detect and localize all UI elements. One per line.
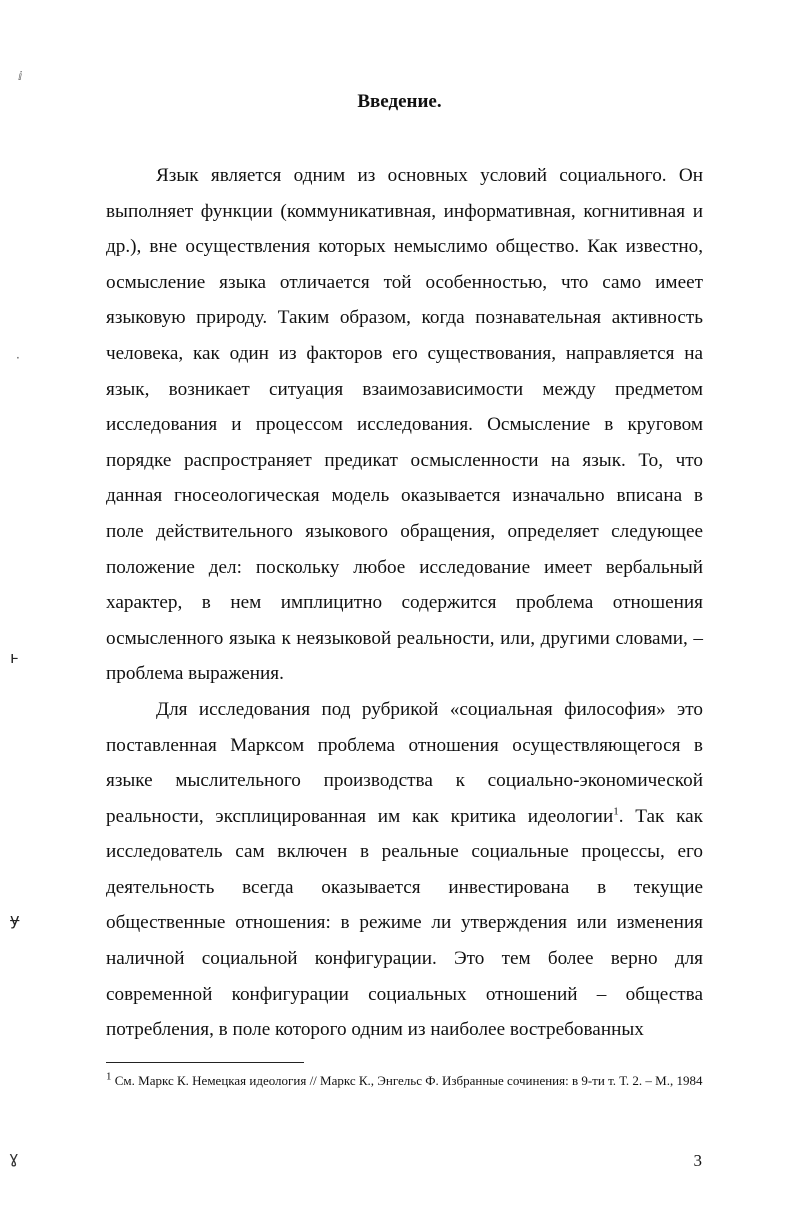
footnote-number: 1	[106, 1070, 112, 1083]
scan-mark-3: ⱶ	[10, 648, 20, 667]
scan-mark-1: ⅈ	[18, 69, 23, 83]
page-title: Введение.	[357, 91, 442, 112]
footnote-reference: 1	[613, 805, 619, 818]
page-number: 3	[693, 1151, 702, 1170]
footnote-text: См. Маркс К. Немецкая идеология // Маркс К., Энгельс Ф. Избранные сочинения: в 9-ти т. Т. 2. – М., 1984	[114, 1073, 703, 1088]
footnote-divider	[106, 1062, 304, 1063]
scan-mark-5: ɣ	[9, 1148, 19, 1167]
main-text	[106, 158, 703, 1048]
paragraph-1: Язык является одним из основных условий социального. Он выполняет функции (коммуникативная, информативная, когнитивная и др.), вне осуществления которых немыслимо общество. Как известно, осмысление языка отличается той особенностью, что само имеет языковую природу. Таким образом, когда познавательная активность человека, как один из факторов его существования, направляется на язык, возникает ситуация взаимозависимости между предметом исследования и процессом исследования. Осмысление в круговом порядке распространяет предикат осмысленности на язык. То, что данная гносеологическая модель оказывается изначально вписана в поле действительного языкового обращения, определяет следующее положение дел: поскольку любое исследование имеет вербальный характер, в нем имплицитно содержится проблема отношения осмысленного языка к неязыковой реальности, или, другими словами, – проблема выражения.	[106, 165, 703, 685]
paragraph-2-text-after-note: . Так как исследователь сам включен в реальные социальные процессы, его деятельность всегда оказывается инвестирована в текущие общественные отношения: в режиме ли утверждения или изменения наличной социальной конфигурации. Это тем более верно для современной конфигурации социальных отношений – общества потребления, в поле которого одним из наиболее востребованных	[106, 805, 703, 1041]
scan-mark-2: ·	[16, 351, 20, 365]
scan-mark-4: ɏ	[10, 910, 20, 929]
paragraph-2	[106, 692, 703, 1048]
footnote	[106, 1072, 703, 1090]
paragraph-2-text-before-note: Для исследования под рубрикой «социальная философия» это поставленная Марксом проблема отношения осуществляющегося в языке мыслительного производства к социально-экономической реальности, эксплицированная им как критика идеологии	[106, 698, 703, 827]
